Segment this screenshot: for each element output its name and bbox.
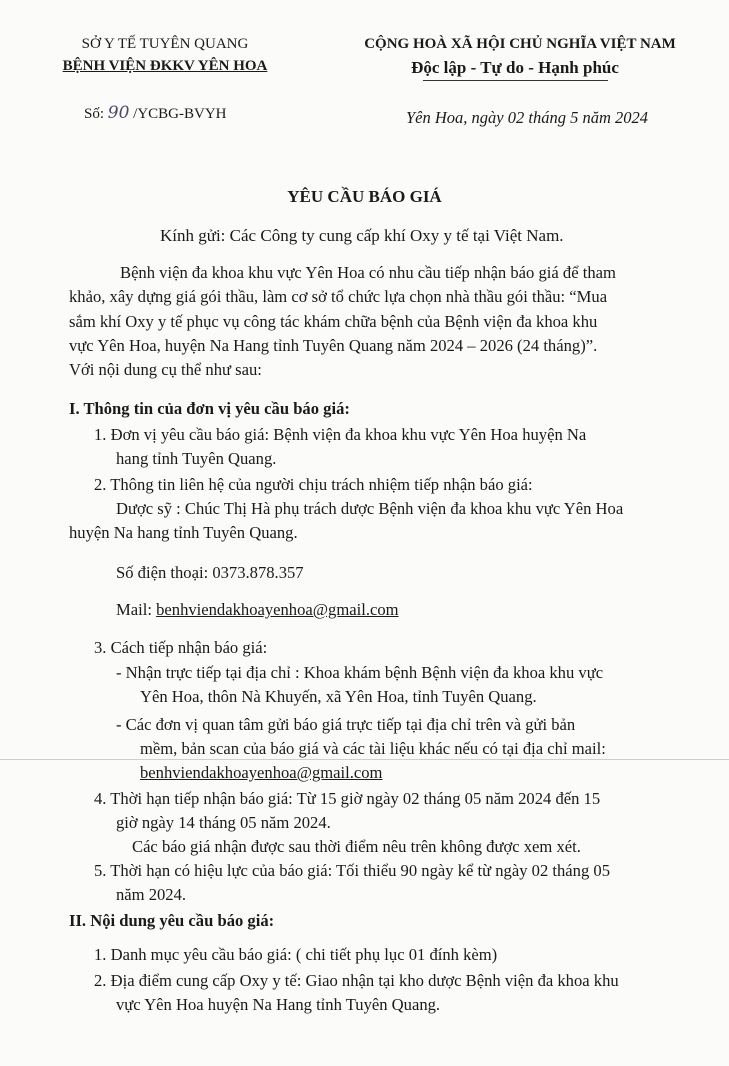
document-title: YÊU CẦU BÁO GIÁ: [287, 187, 442, 206]
agency-name: SỞ Y TẾ TUYÊN QUANG: [81, 36, 249, 52]
mail-label: Mail:: [116, 600, 157, 619]
pharmacist-line-2: huyện Na hang tỉnh Tuyên Quang.: [69, 523, 298, 542]
pharmacist-line-1: Dược sỹ : Chúc Thị Hà phụ trách dược Bệnh viện đa khoa khu vực Yên Hoa: [116, 499, 624, 518]
motto-subtitle: Độc lập - Tự do - Hạnh phúc: [411, 58, 619, 77]
number-prefix: Số:: [84, 106, 105, 122]
s1-item-4-line-2: giờ ngày 14 tháng 05 năm 2024.: [116, 813, 331, 832]
number-suffix: /YCBG-BVYH: [133, 106, 227, 122]
bullet-2-line-1: - Các đơn vị quan tâm gửi báo giá trực tiếp tại địa chỉ trên và gửi bản: [116, 715, 576, 734]
intro-line-2: khảo, xây dựng giá gói thầu, làm cơ sở tổ chức lựa chọn nhà thầu gói thầu: “Mua: [69, 287, 608, 306]
s1-item-5-line-2: năm 2024.: [116, 885, 187, 904]
phone-number: Số điện thoại: 0373.878.357: [116, 563, 304, 582]
scan-artifact-line: [0, 759, 729, 760]
hospital-name: BỆNH VIỆN ĐKKV YÊN HOA: [62, 58, 268, 74]
document-number: [84, 103, 227, 123]
recipient-label: Kính gửi:: [160, 226, 226, 245]
bullet-1-line-2: Yên Hoa, thôn Nà Khuyến, xã Yên Hoa, tỉnh Tuyên Quang.: [140, 687, 537, 706]
bullet-2-line-2: mềm, bản scan của báo giá và các tài liệu khác nếu có tại địa chỉ mail:: [140, 739, 606, 758]
s1-item-3: 3. Cách tiếp nhận báo giá:: [94, 638, 268, 657]
bullet-1-line-1: - Nhận trực tiếp tại địa chỉ : Khoa khám bệnh Bệnh viện đa khoa khu vực: [116, 663, 604, 682]
s1-item-1-line-1: 1. Đơn vị yêu cầu báo giá: Bệnh viện đa khoa khu vực Yên Hoa huyện Na: [94, 425, 587, 444]
mail-link[interactable]: benhviendakhoayenhoa@gmail.com: [156, 600, 399, 619]
s1-item-2: 2. Thông tin liên hệ của người chịu trách nhiệm tiếp nhận báo giá:: [94, 475, 533, 494]
section-1-heading: I. Thông tin của đơn vị yêu cầu báo giá:: [69, 399, 350, 418]
bullet-2-mail: [140, 762, 382, 784]
s1-item-5-line-1: 5. Thời hạn có hiệu lực của báo giá: Tối thiểu 90 ngày kể từ ngày 02 tháng 05: [94, 861, 611, 880]
intro-line-1: Bệnh viện đa khoa khu vực Yên Hoa có nhu cầu tiếp nhận báo giá để tham: [120, 263, 616, 282]
s1-item-4-line-1: 4. Thời hạn tiếp nhận báo giá: Từ 15 giờ ngày 02 tháng 05 năm 2024 đến 15: [94, 789, 601, 808]
intro-line-3: sắm khí Oxy y tế phục vụ công tác khám chữa bệnh của Bệnh viện đa khoa khu: [69, 312, 598, 331]
handwritten-number: 90: [107, 103, 130, 123]
recipient-text: Các Công ty cung cấp khí Oxy y tế tại Việt Nam.: [225, 226, 564, 245]
s1-item-1-line-2: hang tỉnh Tuyên Quang.: [116, 449, 277, 468]
mail-link-2[interactable]: benhviendakhoayenhoa@gmail.com: [140, 763, 383, 782]
s2-item-1: 1. Danh mục yêu cầu báo giá: ( chi tiết phụ lục 01 đính kèm): [94, 945, 498, 964]
motto-underline: [423, 80, 608, 81]
contact-mail: [116, 599, 399, 621]
intro-line-4: vực Yên Hoa, huyện Na Hang tỉnh Tuyên Quang năm 2024 – 2026 (24 tháng)”.: [69, 336, 598, 355]
section-2-heading: II. Nội dung yêu cầu báo giá:: [69, 911, 275, 930]
s1-item-4-line-3: Các báo giá nhận được sau thời điểm nêu trên không được xem xét.: [132, 837, 581, 856]
national-motto: CỘNG HOÀ XÃ HỘI CHỦ NGHĨA VIỆT NAM: [364, 36, 676, 52]
intro-line-5: Với nội dung cụ thể như sau:: [69, 360, 262, 379]
s2-item-2-line-2: vực Yên Hoa huyện Na Hang tỉnh Tuyên Quang.: [116, 995, 441, 1014]
date-line: Yên Hoa, ngày 02 tháng 5 năm 2024: [406, 108, 648, 127]
s2-item-2-line-1: 2. Địa điểm cung cấp Oxy y tế: Giao nhận tại kho dược Bệnh viện đa khoa khu: [94, 971, 619, 990]
recipient-line: [160, 226, 564, 246]
